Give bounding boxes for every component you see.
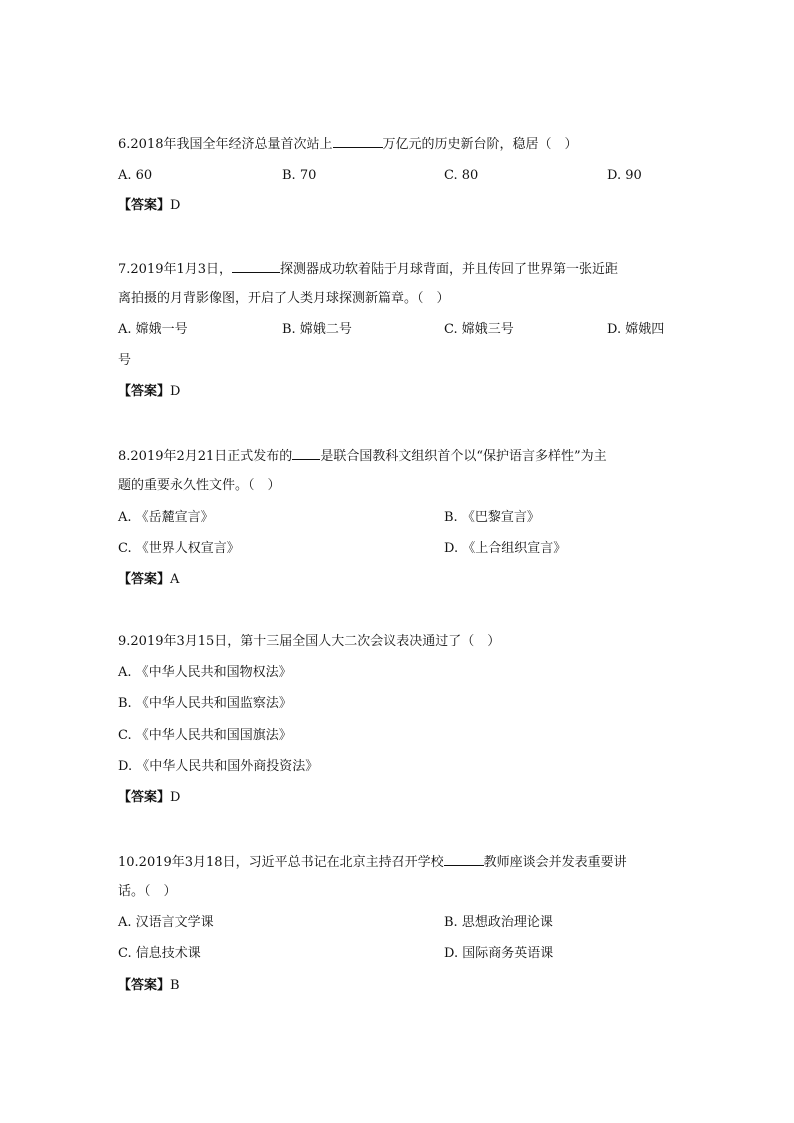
q6-option-d: D. 90 [607,168,642,183]
q8-option-d: D. 《上合组织宣言》 [444,541,567,556]
q8-option-c: C. 《世界人权宣言》 [118,541,240,556]
q7-option-b: B. 嫦娥二号 [282,322,352,337]
q8-option-a: A. 《岳麓宣言》 [118,510,214,525]
q7-option-a: A. 嫦娥一号 [118,322,188,337]
q10-option-d: D. 国际商务英语课 [444,946,554,961]
fill-blank [292,445,320,460]
question-10-stem: 10.2019年3月18日，习近平总书记在北京主持召开学校 教师座谈会并发表重要讲 [118,851,627,873]
q10-option-a: A. 汉语言文学课 [118,915,214,930]
q10-option-b: B. 思想政治理论课 [444,915,553,930]
fill-blank [232,258,280,273]
q9-option-b: B. 《中华人民共和国监察法》 [118,696,292,711]
q7-option-c: C. 嫦娥三号 [444,322,514,337]
q9-option-d: D. 《中华人民共和国外商投资法》 [118,759,319,774]
q8-option-b: B. 《巴黎宣言》 [444,510,540,525]
q10-answer: 【答案】B [118,978,180,993]
fill-blank [444,851,484,866]
question-7-stem-line2: 离拍摄的月背影像图，开启了人类月球探测新篇章。（ ） [118,291,450,306]
q6-option-a: A. 60 [118,168,153,183]
fill-blank [333,133,383,148]
question-10-stem-line2: 话。（ ） [118,884,177,899]
q6-option-b: B. 70 [282,168,317,183]
q6-option-c: C. 80 [444,168,479,183]
q10-option-c: C. 信息技术课 [118,946,201,961]
q9-option-c: C. 《中华人民共和国国旗法》 [118,728,292,743]
q8-answer: 【答案】A [118,572,180,587]
q7-option-d: D. 嫦娥四 [607,322,665,337]
question-8-stem: 8.2019年2月21日正式发布的 是联合国教科文组织首个以“保护语言多样性”为主 [118,445,607,467]
question-8-stem-line2: 题的重要永久性文件。（ ） [118,478,281,493]
question-9-stem: 9.2019年3月15日，第十三届全国人大二次会议表决通过了（ ） [118,634,501,649]
q7-option-d-wrap: 号 [118,353,132,368]
question-7-stem: 7.2019年1月3日， 探测器成功软着陆于月球背面，并且传回了世界第一张近距 [118,258,618,280]
question-6-stem: 6.2018年我国全年经济总量首次站上 万亿元的历史新台阶，稳居（ ） [118,133,578,155]
q6-answer: 【答案】D [118,198,181,213]
q9-option-a: A. 《中华人民共和国物权法》 [118,665,292,680]
q9-answer: 【答案】D [118,790,181,805]
q7-answer: 【答案】D [118,384,181,399]
